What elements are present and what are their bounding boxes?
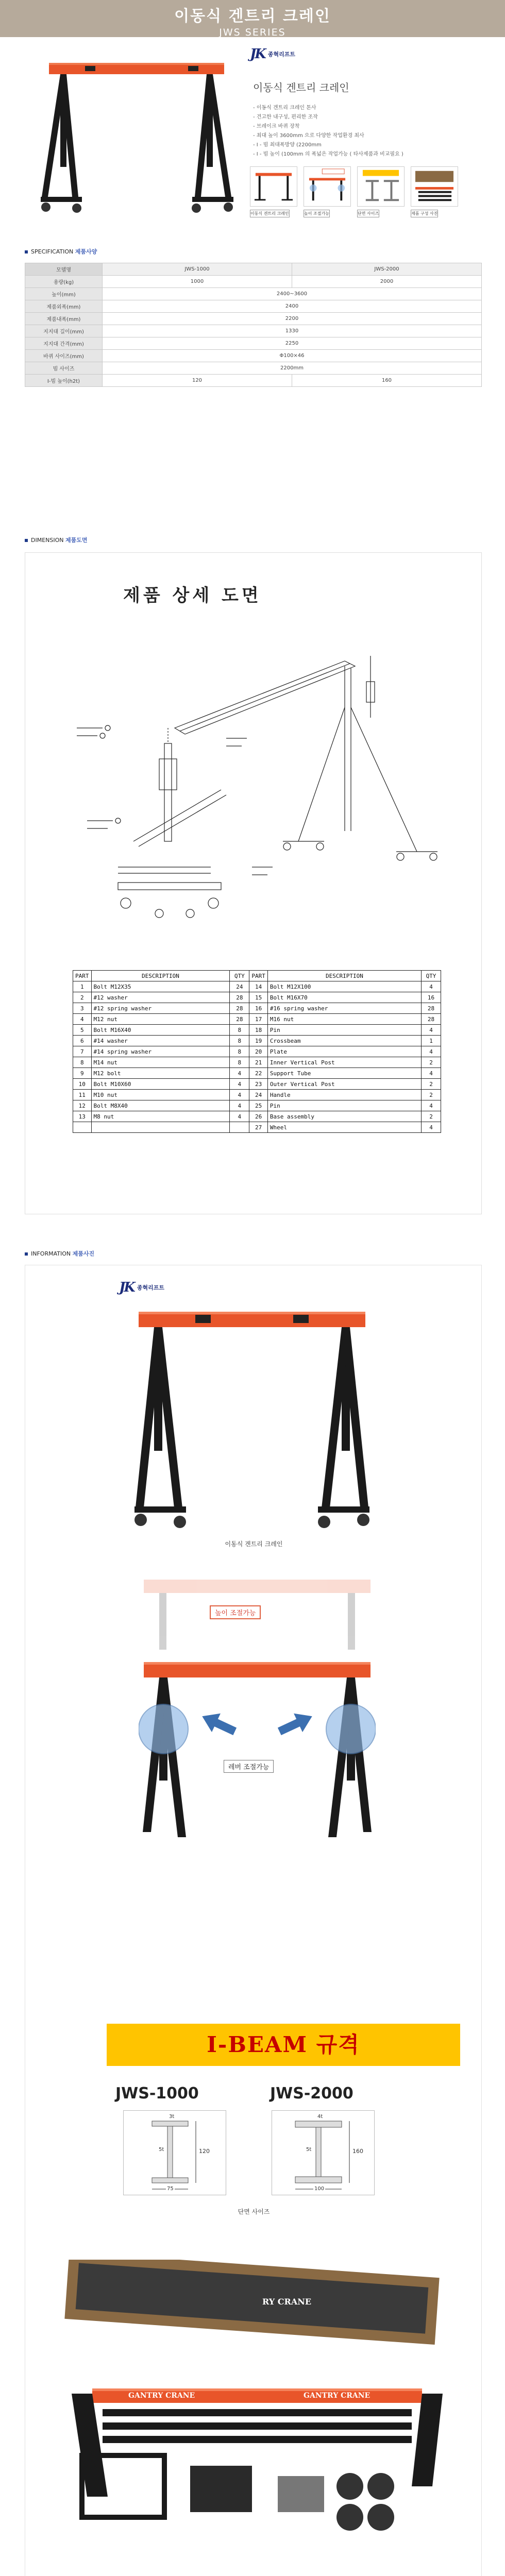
parts-photo: [61, 2260, 453, 2548]
lever-adjust-label: 레버 조절가능: [224, 1760, 274, 1773]
table-row: 높이(mm) 2400~3600: [25, 288, 482, 300]
table-row: 5 Bolt M16X40 8 18 Pin 4: [73, 1025, 441, 1036]
thumbnail[interactable]: [304, 166, 351, 216]
specification-heading: SPECIFICATION 제품사양: [25, 247, 97, 256]
table-row: 빔 사이즈 2200mm: [25, 362, 482, 375]
bullet-square-icon: [25, 250, 28, 253]
exploded-view-drawing: [56, 625, 453, 960]
beam-label-1: GANTRY CRANE: [128, 2392, 195, 2400]
crane-photo: [133, 1307, 371, 1533]
feature-list: [253, 104, 477, 159]
feature-item: - 최대 높이 3600mm 으로 다양한 작업환경 최사: [253, 131, 477, 141]
ibeam-title-banner: I-BEAM 규격: [107, 2024, 460, 2066]
feature-item: - 이동식 겐트리 크레인 톤사: [253, 104, 477, 113]
dimension-heading: DIMENSION 제품도면: [25, 536, 88, 544]
table-row: 지지대 간격(mm) 2250: [25, 337, 482, 350]
ibeam-section-1000: 3t 5t 120 75: [123, 2110, 226, 2195]
feature-item: - 브레이크 바퀴 장착: [253, 122, 477, 131]
thumb-caption: 이동식 겐트리 크레인: [250, 210, 290, 217]
table-row: 2 #12 washer 28 15 Bolt M16X70 16: [73, 992, 441, 1003]
beam-label-2: GANTRY CRANE: [304, 2392, 371, 2400]
information-photos: [25, 1265, 482, 2576]
feature-item: - I - 빔 최대폭방양 (2200mm: [253, 141, 477, 150]
thumb-crane-image: [250, 166, 297, 207]
photo-caption: 이동식 겐트리 크레인: [225, 1540, 283, 1548]
crate-label: RY CRANE: [262, 2297, 312, 2307]
thumbnail-row: [250, 166, 477, 216]
feature-item: - I - 빔 높이 (100mm 의 폭넓은 작업가능 ( 타사제품과 비교필요 ): [253, 150, 477, 159]
thumbnail[interactable]: [250, 166, 297, 216]
model-label-2000: JWS-2000: [270, 2084, 354, 2103]
gantry-crane-image: [39, 53, 234, 223]
thumbnail[interactable]: [411, 166, 458, 216]
table-row: 용량(kg) 1000 2000: [25, 276, 482, 288]
thumb-section-image: [357, 166, 405, 207]
page-title: 이동식 겐트리 크레인: [174, 7, 331, 25]
section-caption: 단면 사이즈: [238, 2208, 270, 2215]
thumb-height-image: [304, 166, 351, 207]
spec-header-label: 모델명: [25, 263, 103, 276]
table-row: 9 M12 bolt 4 22 Support Tube 4: [73, 1068, 441, 1079]
table-row: PART DESCRIPTION QTY PART DESCRIPTION QTY: [73, 971, 441, 981]
table-row: [25, 263, 482, 276]
page-subtitle: JWS SERIES: [219, 27, 286, 38]
thumbnail[interactable]: [357, 166, 405, 216]
table-row: 제품외폭(mm) 2400: [25, 300, 482, 313]
table-row: 3 #12 spring washer 28 16 #16 spring washer 28: [73, 1003, 441, 1014]
height-adjust-label: 높이 조절가능: [210, 1605, 261, 1619]
model-label-1000: JWS-1000: [115, 2084, 199, 2103]
logo-mark: JK: [119, 1280, 134, 1295]
thumb-caption: 높이 조절가능: [304, 210, 330, 217]
table-row: 지지대 길이(mm) 1330: [25, 325, 482, 337]
logo-text: 종혁리프트: [137, 1284, 165, 1291]
spec-model: JWS-2000: [292, 263, 482, 276]
table-row: 8 M14 nut 8 21 Inner Vertical Post 2: [73, 1057, 441, 1068]
spec-model: JWS-1000: [103, 263, 292, 276]
intro-info: [250, 46, 477, 216]
parts-list-table: [73, 970, 441, 1133]
brand-logo: [119, 1280, 164, 1295]
table-row: 11 M10 nut 4 24 Handle 2: [73, 1090, 441, 1100]
ibeam-section-drawing: [124, 2111, 227, 2196]
ibeam-section-2000: 4t 5t 160 100: [272, 2110, 375, 2195]
drawing-title: 제품 상세 도면: [123, 585, 262, 606]
information-heading: INFORMATION 제품사진: [25, 1249, 94, 1258]
intro-section: [0, 37, 505, 228]
thumb-caption: 단면 사이즈: [357, 210, 379, 217]
table-row: 제품내폭(mm) 2200: [25, 313, 482, 325]
table-row: 6 #14 washer 8 19 Crossbeam 1: [73, 1036, 441, 1046]
table-row: 7 #14 spring washer 8 20 Plate 4: [73, 1046, 441, 1057]
table-row: 10 Bolt M10X60 4 23 Outer Vertical Post 2: [73, 1079, 441, 1090]
brand-logo: [250, 46, 477, 62]
spec-table: [25, 263, 482, 387]
logo-text: 종혁리프트: [267, 51, 296, 58]
top-banner: [0, 0, 505, 37]
thumb-parts-image: [411, 166, 458, 207]
product-title: 이동식 겐트리 크레인: [253, 81, 349, 94]
dimension-drawing: [25, 552, 482, 1214]
table-row: I-빔 높이(h2t) 120 160: [25, 375, 482, 387]
feature-item: - 견고한 내구성, 편리한 조작: [253, 113, 477, 122]
thumb-caption: 제품 구성 사진: [411, 210, 438, 217]
bullet-square-icon: [25, 1252, 28, 1256]
table-row: 바퀴 사이즈(mm) Φ100×46: [25, 350, 482, 362]
logo-mark: JK: [250, 46, 265, 62]
table-row: 4 M12 nut 28 17 M16 nut 28: [73, 1014, 441, 1025]
table-row: 13 M8 nut 4 26 Base assembly 2: [73, 1111, 441, 1122]
table-row: 27 Wheel 4: [73, 1122, 441, 1133]
table-row: 1 Bolt M12X35 24 14 Bolt M12X100 4: [73, 981, 441, 992]
bullet-square-icon: [25, 539, 28, 542]
table-row: 12 Bolt M8X40 4 25 Pin 4: [73, 1100, 441, 1111]
